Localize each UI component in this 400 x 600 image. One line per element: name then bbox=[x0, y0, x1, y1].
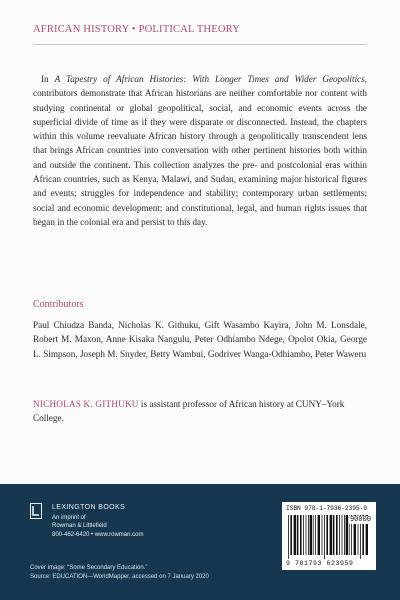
barcode-stripe bbox=[303, 515, 304, 555]
description-body: , contributors demonstrate that African historians are neither comfortable nor content with studying continental or global geopolitical, social, and economic events across the superficial divide of time as if they were disparate or disconnected. Instead, the chapters within this volume reevaluate African history through a geopolitically transcendent lens that brings African countries into conversation with other pertinent histories both within and outside the continent. This collection analyzes the pre- and postcolonial eras within African countries, such as Kenya, Malawi, and Sudan, examining major historical figures and events; struggles for independence and stability; contemporary urban settlements; social and economic development; and constitutional, legal, and human rights issues that began in the colonial era and persist to this day. bbox=[33, 74, 367, 227]
publisher-contact: 800-462-6420 • www.rowman.com bbox=[52, 531, 144, 538]
barcode-stripe bbox=[326, 515, 328, 555]
barcode-stripe bbox=[294, 515, 296, 555]
barcode-stripe bbox=[344, 515, 345, 555]
price-code: 90000 bbox=[349, 516, 371, 524]
back-cover-footer bbox=[0, 484, 400, 600]
author-name: NICHOLAS K. GITHUKU bbox=[33, 399, 139, 409]
publisher-name: LEXINGTON BOOKS bbox=[52, 504, 126, 511]
cover-image-source: Source: EDUCATION—WorldMapper, accessed on 7 January 2020 bbox=[30, 573, 209, 580]
cover-image-credit: Cover image: “Some Secondary Education.” bbox=[30, 565, 148, 571]
barcode-stripe bbox=[313, 515, 314, 555]
barcode-stripe bbox=[310, 515, 312, 555]
barcode-stripe bbox=[336, 515, 338, 555]
barcode-stripe bbox=[339, 515, 340, 555]
description-intro: In bbox=[41, 74, 55, 84]
header-divider bbox=[33, 44, 367, 45]
barcode-stripe bbox=[315, 515, 316, 555]
lexington-logo-icon bbox=[30, 503, 42, 519]
barcode-stripe bbox=[330, 515, 332, 555]
barcode-panel bbox=[282, 502, 376, 570]
barcode-stripe bbox=[324, 515, 325, 559]
publisher-info bbox=[52, 504, 202, 539]
isbn-label: ISBN 978-1-7936-2395-9 bbox=[286, 505, 367, 512]
barcode-stripe bbox=[288, 515, 289, 559]
book-description bbox=[33, 72, 367, 229]
imprint-line: An imprint of bbox=[52, 514, 86, 521]
ean-number: 9 781793 623959 bbox=[286, 560, 354, 567]
barcode-stripe bbox=[346, 515, 348, 555]
barcode-stripe bbox=[290, 515, 292, 555]
barcode-stripe bbox=[300, 515, 302, 555]
parent-publisher: Rowman & Littlefield bbox=[52, 523, 107, 529]
barcode-stripe bbox=[318, 515, 320, 555]
barcode-stripe bbox=[342, 515, 343, 555]
barcode-stripe bbox=[308, 515, 309, 555]
contributors-list: Paul Chiudza Banda, Nicholas K. Githuku, Gift Wasambo Kayira, John M. Lonsdale, Robert M. Maxon, Anne Kisaka Nangulu, Peter Odhiambo Ndege, Opolot Okia, George L. Simpson, Joseph M. Snyder, Betty Wambui, Godriver Wanga-Odhiambo, Peter Waweru bbox=[33, 320, 367, 359]
barcode-stripe bbox=[333, 515, 335, 555]
book-title: A Tapestry of African Histories: With Longer Times and Wider Geopolitics bbox=[54, 74, 365, 84]
barcode-stripe bbox=[297, 515, 299, 555]
author-bio-text: is assistant professor of African history at CUNY–York College. bbox=[33, 399, 345, 424]
author-bio bbox=[33, 397, 367, 426]
barcode-stripe bbox=[306, 515, 307, 555]
contributors-heading: Contributors bbox=[33, 299, 84, 310]
category-label: AFRICAN HISTORY • POLITICAL THEORY bbox=[33, 24, 241, 35]
barcode-stripe bbox=[322, 515, 323, 555]
cover-credit bbox=[30, 564, 209, 581]
